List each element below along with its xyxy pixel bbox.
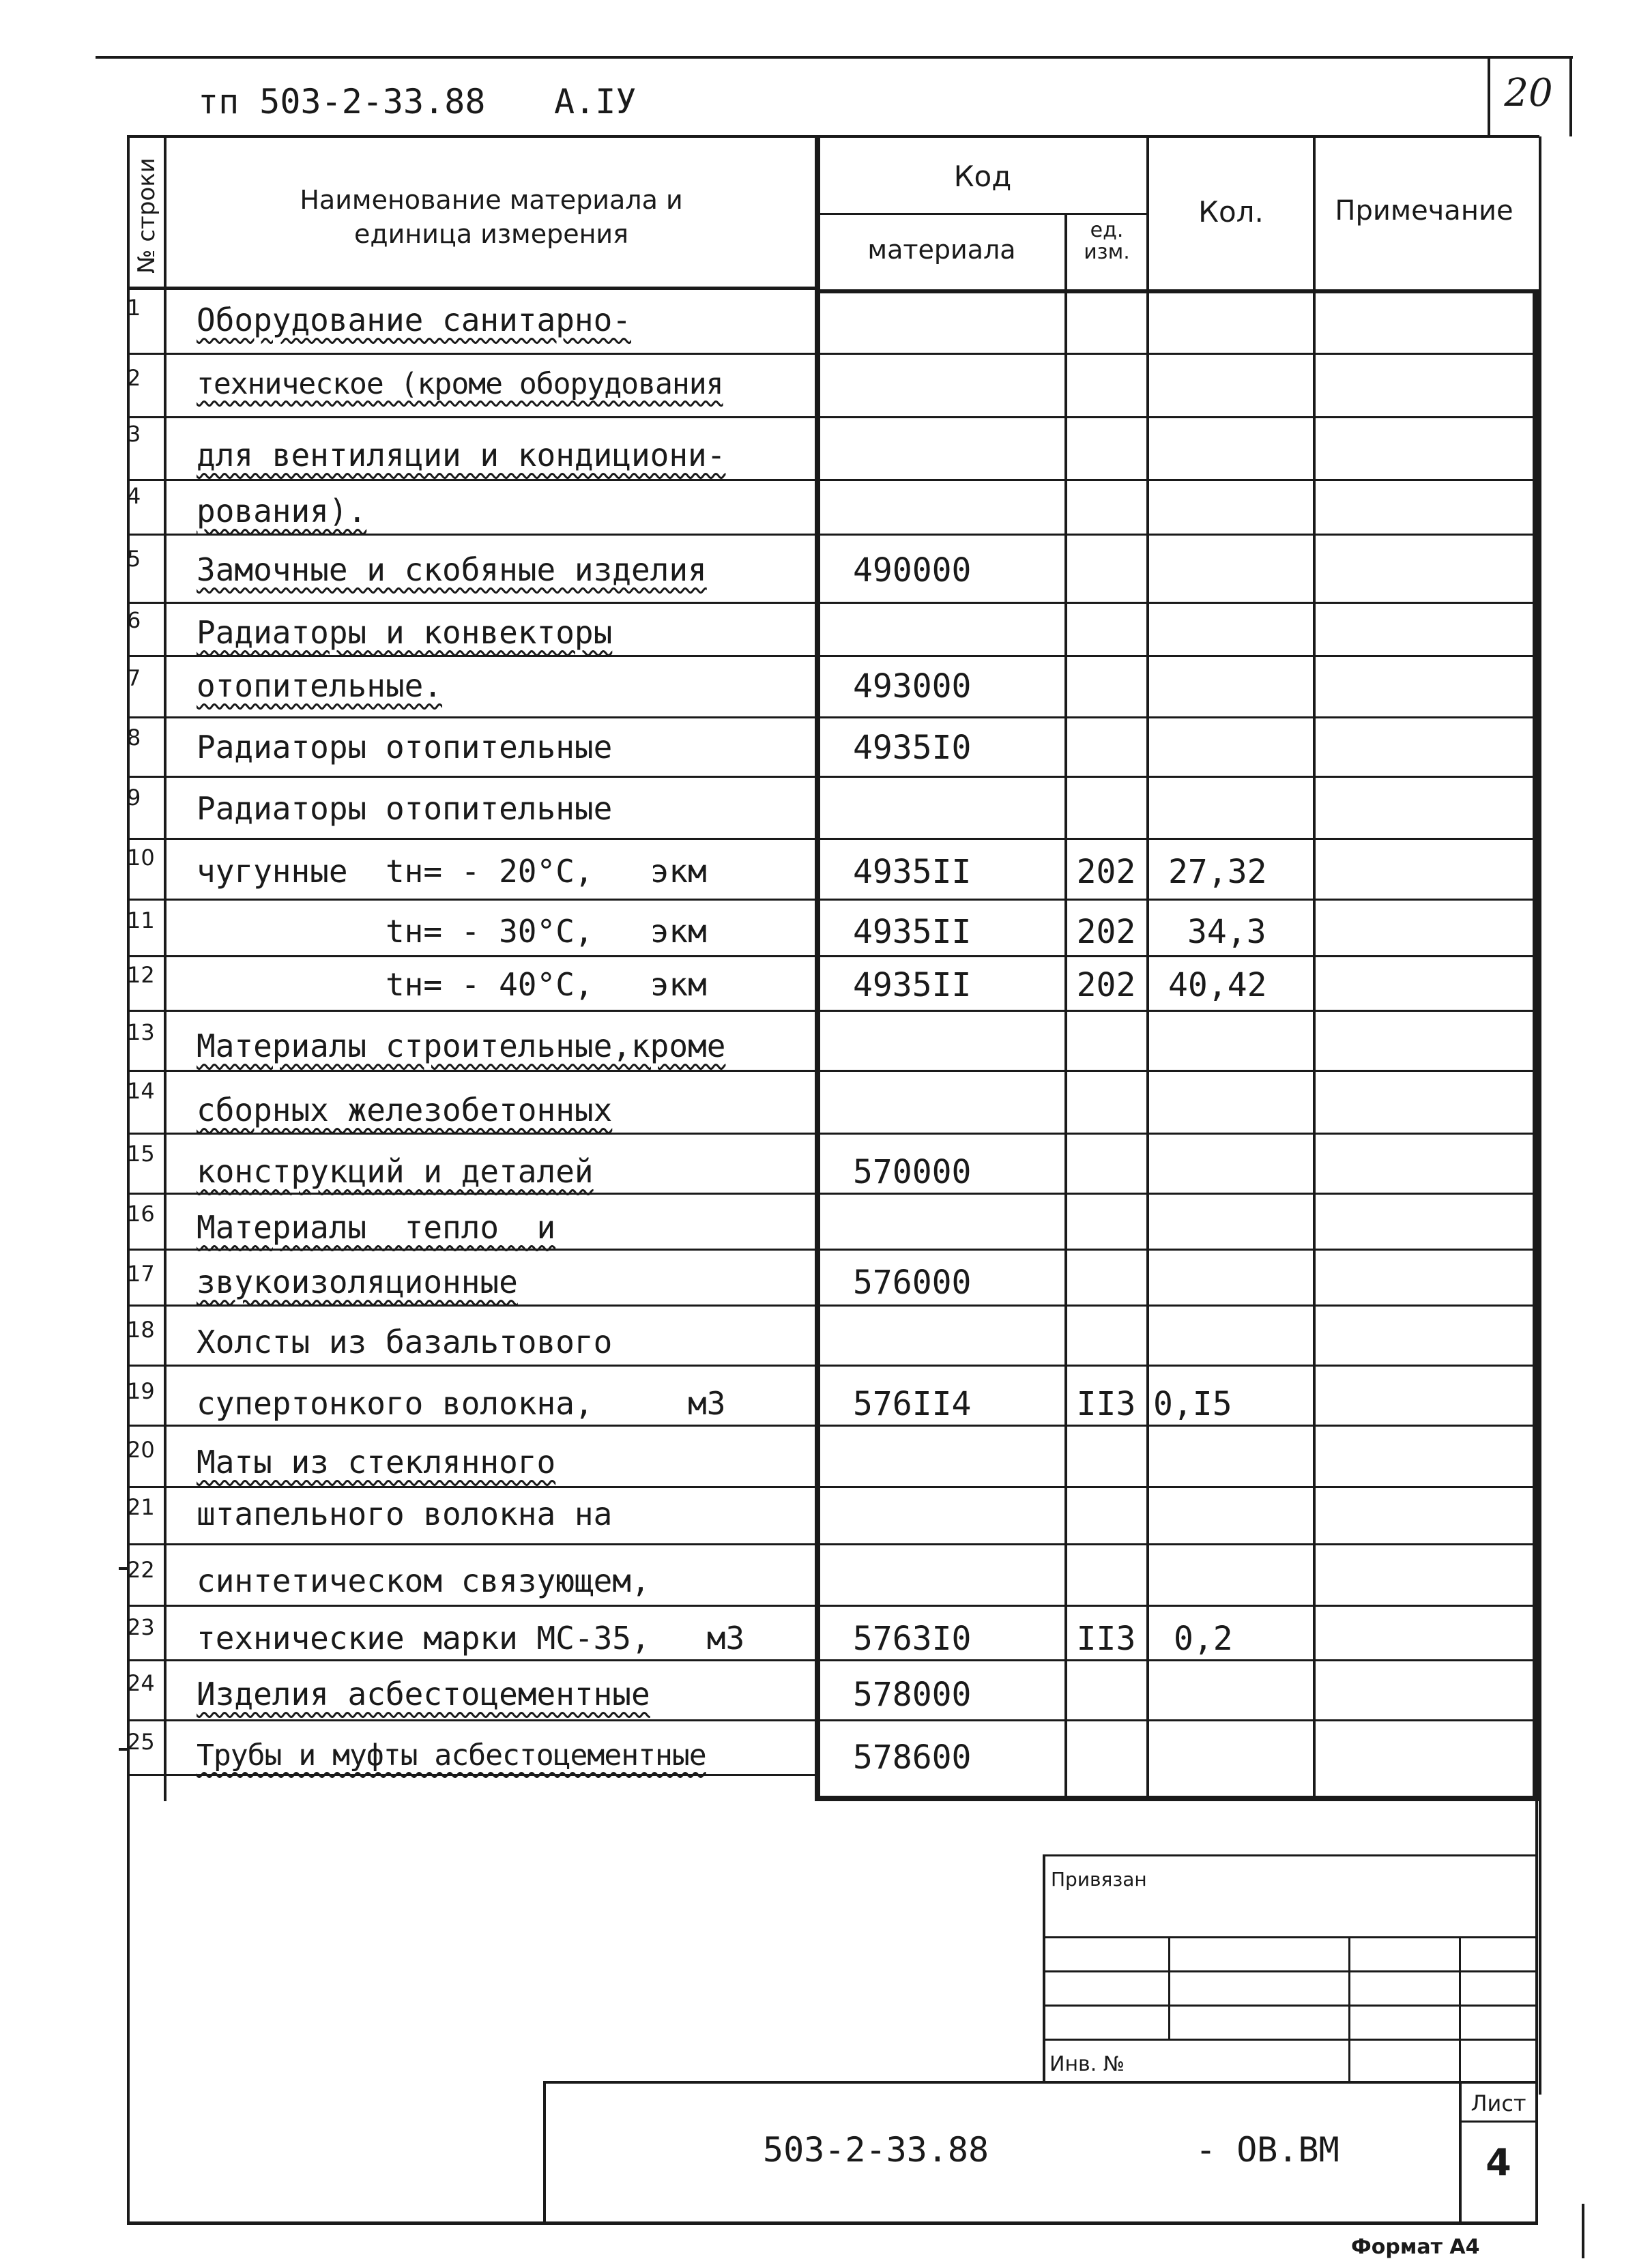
stamp-bottom	[127, 2221, 1538, 2225]
material-name: Трубы и муфты асбестоцементные	[197, 1738, 706, 1773]
quantity: 34,3	[1187, 913, 1266, 951]
material-code: 490000	[853, 551, 972, 589]
row-rule	[127, 838, 1535, 840]
row-number: 24	[127, 1670, 155, 1696]
col-line-name	[815, 135, 820, 1801]
privyazan-col-3	[1459, 1936, 1461, 2081]
row-number: 16	[127, 1201, 155, 1227]
material-name: Маты из стеклянного	[197, 1444, 556, 1481]
row-number: 10	[127, 845, 155, 871]
col-line-unit	[1064, 213, 1067, 1801]
row-rule	[127, 534, 1535, 536]
material-name: tн= - 40°C, экм	[197, 966, 707, 1003]
material-name: техническое (кроме оборудования	[197, 367, 723, 401]
row-rule	[127, 602, 1535, 604]
row-number: 4	[127, 483, 141, 509]
privyazan-col-2	[1348, 1936, 1350, 2081]
row-rule	[127, 955, 1535, 957]
subheader-rule	[816, 213, 1146, 215]
material-name: отопительные.	[197, 667, 443, 704]
row-number: 21	[127, 1494, 155, 1520]
row-number: 17	[127, 1261, 155, 1287]
page-number-box-left	[1488, 56, 1490, 136]
material-code: 5763I0	[853, 1620, 972, 1658]
privyazan-rule-3	[1044, 2005, 1535, 2007]
code-material-header: материала	[867, 235, 1016, 265]
row-rule	[127, 1425, 1535, 1427]
quantity: 0,I5	[1153, 1385, 1232, 1423]
material-code: 578600	[853, 1738, 972, 1777]
row-number: 23	[127, 1614, 155, 1640]
row-number: 15	[127, 1141, 155, 1167]
row-rule	[127, 1543, 1535, 1545]
table-top	[127, 135, 1539, 138]
privyazan-rule-1	[1044, 1936, 1535, 1938]
material-name: технические марки МС-35, м3	[197, 1620, 745, 1657]
privyazan-rule-2	[1044, 1970, 1535, 1972]
row-rule	[127, 655, 1535, 657]
material-name: для вентиляции и кондициони-	[197, 437, 726, 473]
material-name: Радиаторы отопительные	[197, 729, 613, 766]
designation-top	[543, 2081, 1538, 2084]
row-number: 19	[127, 1378, 155, 1404]
row-rule	[127, 1659, 1535, 1661]
doc-code: тп 503-2-33.88	[198, 82, 486, 121]
designation-left	[543, 2081, 546, 2224]
material-code: 4935I0	[853, 729, 972, 767]
material-name: Радиаторы и конвекторы	[197, 614, 613, 651]
row-rule	[127, 479, 1535, 481]
row-number: 25	[127, 1729, 155, 1755]
material-name: супертонкого волокна, м3	[197, 1385, 726, 1422]
material-code: 576000	[853, 1264, 972, 1302]
stamp-left-frame	[127, 1801, 130, 2224]
row-rule	[127, 416, 1535, 418]
unit-code: II3	[1076, 1385, 1136, 1423]
table-body-bottom	[815, 1796, 1539, 1801]
page-number: 20	[1504, 71, 1553, 115]
material-code: 576II4	[853, 1385, 972, 1423]
sheet-label: Лист	[1470, 2090, 1526, 2116]
privyazan-top	[1044, 1854, 1535, 1856]
header-bottom-right	[816, 289, 1539, 293]
unit-code: II3	[1076, 1620, 1136, 1658]
note-header: Примечание	[1335, 195, 1513, 227]
row-rule	[127, 1010, 1535, 1012]
right-edge-tail	[1582, 2204, 1584, 2258]
code-unit-header: ед. изм.	[1084, 218, 1130, 264]
material-name: синтетическом связующем,	[197, 1562, 650, 1599]
row-number: 5	[127, 546, 141, 572]
row-number: 3	[127, 421, 141, 447]
row-rule	[127, 1133, 1535, 1135]
row-rule	[127, 1193, 1535, 1195]
material-name: штапельного волокна на	[197, 1496, 613, 1532]
row-rule	[127, 353, 1535, 355]
material-name: Материалы тепло и	[197, 1209, 556, 1246]
row-rule	[127, 1605, 1535, 1607]
quantity: 0,2	[1174, 1620, 1233, 1658]
row-rule	[127, 776, 1535, 778]
paper-format: Формат А4	[1351, 2235, 1480, 2259]
col-line-right	[1533, 289, 1539, 1801]
stamp-right-frame	[1535, 1801, 1538, 2224]
unit-code: 202	[1076, 966, 1136, 1004]
top-rule	[96, 56, 1573, 59]
row-number: 6	[127, 607, 141, 633]
row-number: 7	[127, 665, 141, 691]
code-group-header: Код	[953, 160, 1012, 193]
inv-number-label: Инв. №	[1049, 2052, 1125, 2076]
sheet-number: 4	[1486, 2141, 1511, 2184]
privyazan-col-1	[1168, 1936, 1170, 2040]
material-code: 570000	[853, 1153, 972, 1191]
material-code: 4935II	[853, 966, 972, 1004]
album-code: А.IУ	[554, 82, 637, 121]
header-bottom-left	[127, 287, 816, 290]
material-name: конструкций и деталей	[197, 1153, 594, 1190]
row-number: 9	[127, 785, 141, 811]
row-rule	[127, 899, 1535, 901]
privyazan-label: Привязан	[1051, 1868, 1147, 1891]
row-rule	[127, 716, 1535, 718]
row-number: 8	[127, 725, 141, 750]
col-line-qty	[1146, 135, 1149, 1801]
quantity: 40,42	[1168, 966, 1267, 1004]
material-code: 4935II	[853, 853, 972, 891]
row-number: 1	[127, 295, 141, 321]
name-column-header: Наименование материала и единица измерения	[300, 185, 683, 249]
row-rule	[127, 1249, 1535, 1251]
row-number-header: № строки	[133, 158, 160, 274]
designation-suffix: - ОВ.ВМ	[1195, 2130, 1339, 2170]
row-rule	[127, 1070, 1535, 1072]
unit-code: 202	[1076, 913, 1136, 951]
unit-code: 202	[1076, 853, 1136, 891]
material-name: Замочные и скобяные изделия	[197, 551, 707, 588]
row-number: 13	[127, 1019, 155, 1045]
material-name: рования).	[197, 493, 367, 529]
privyazan-rule-4	[1044, 2039, 1535, 2041]
row-rule	[127, 1719, 1535, 1721]
material-name: Холсты из базальтового	[197, 1324, 613, 1360]
material-name: Материалы строительные,кроме	[197, 1028, 726, 1064]
row-rule	[127, 1365, 1535, 1367]
material-code: 4935II	[853, 913, 972, 951]
material-name: Оборудование санитарно-	[197, 302, 631, 338]
row-rule	[127, 1305, 1535, 1307]
material-code: 578000	[853, 1676, 972, 1714]
privyazan-left	[1043, 1854, 1045, 2082]
row-number: 14	[127, 1078, 155, 1104]
row-number: 12	[127, 962, 155, 988]
col-line-note	[1313, 135, 1316, 1801]
row-rule	[127, 1486, 1535, 1488]
quantity: 27,32	[1168, 853, 1267, 891]
material-name: сборных железобетонных	[197, 1092, 613, 1128]
material-name: звукоизоляционные	[197, 1264, 518, 1300]
row-number: 18	[127, 1317, 155, 1343]
sheet-box-rule	[1459, 2120, 1538, 2123]
material-name: Изделия асбестоцементные	[197, 1676, 650, 1713]
material-code: 493000	[853, 667, 972, 705]
qty-header: Кол.	[1198, 195, 1264, 229]
row-rule	[127, 1774, 816, 1776]
material-name: tн= - 30°C, экм	[197, 913, 707, 950]
row-number: 22	[127, 1557, 155, 1583]
row-number: 11	[127, 907, 155, 933]
page-number-box-right	[1569, 56, 1572, 136]
material-name: чугунные tн= - 20°C, экм	[197, 853, 707, 890]
material-name: Радиаторы отопительные	[197, 790, 613, 827]
designation-code: 503-2-33.88	[763, 2130, 989, 2170]
row-number: 20	[127, 1437, 155, 1463]
row-number: 2	[127, 365, 141, 391]
